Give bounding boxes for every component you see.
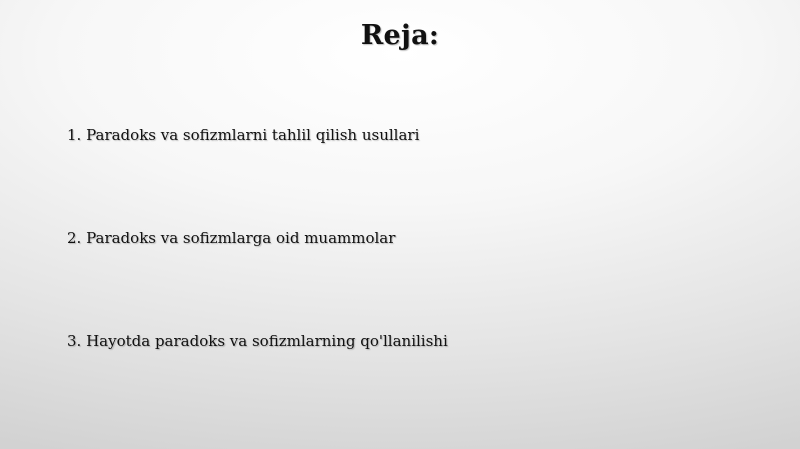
slide-title: Reja: xyxy=(360,20,440,51)
plan-item-2: 2. Paradoks va sofizmlarga oid muammolar xyxy=(67,229,396,247)
plan-item-3: 3. Hayotda paradoks va sofizmlarning qo'llanilishi xyxy=(67,332,448,350)
plan-item-1: 1. Paradoks va sofizmlarni tahlil qilish usullari xyxy=(67,126,420,144)
